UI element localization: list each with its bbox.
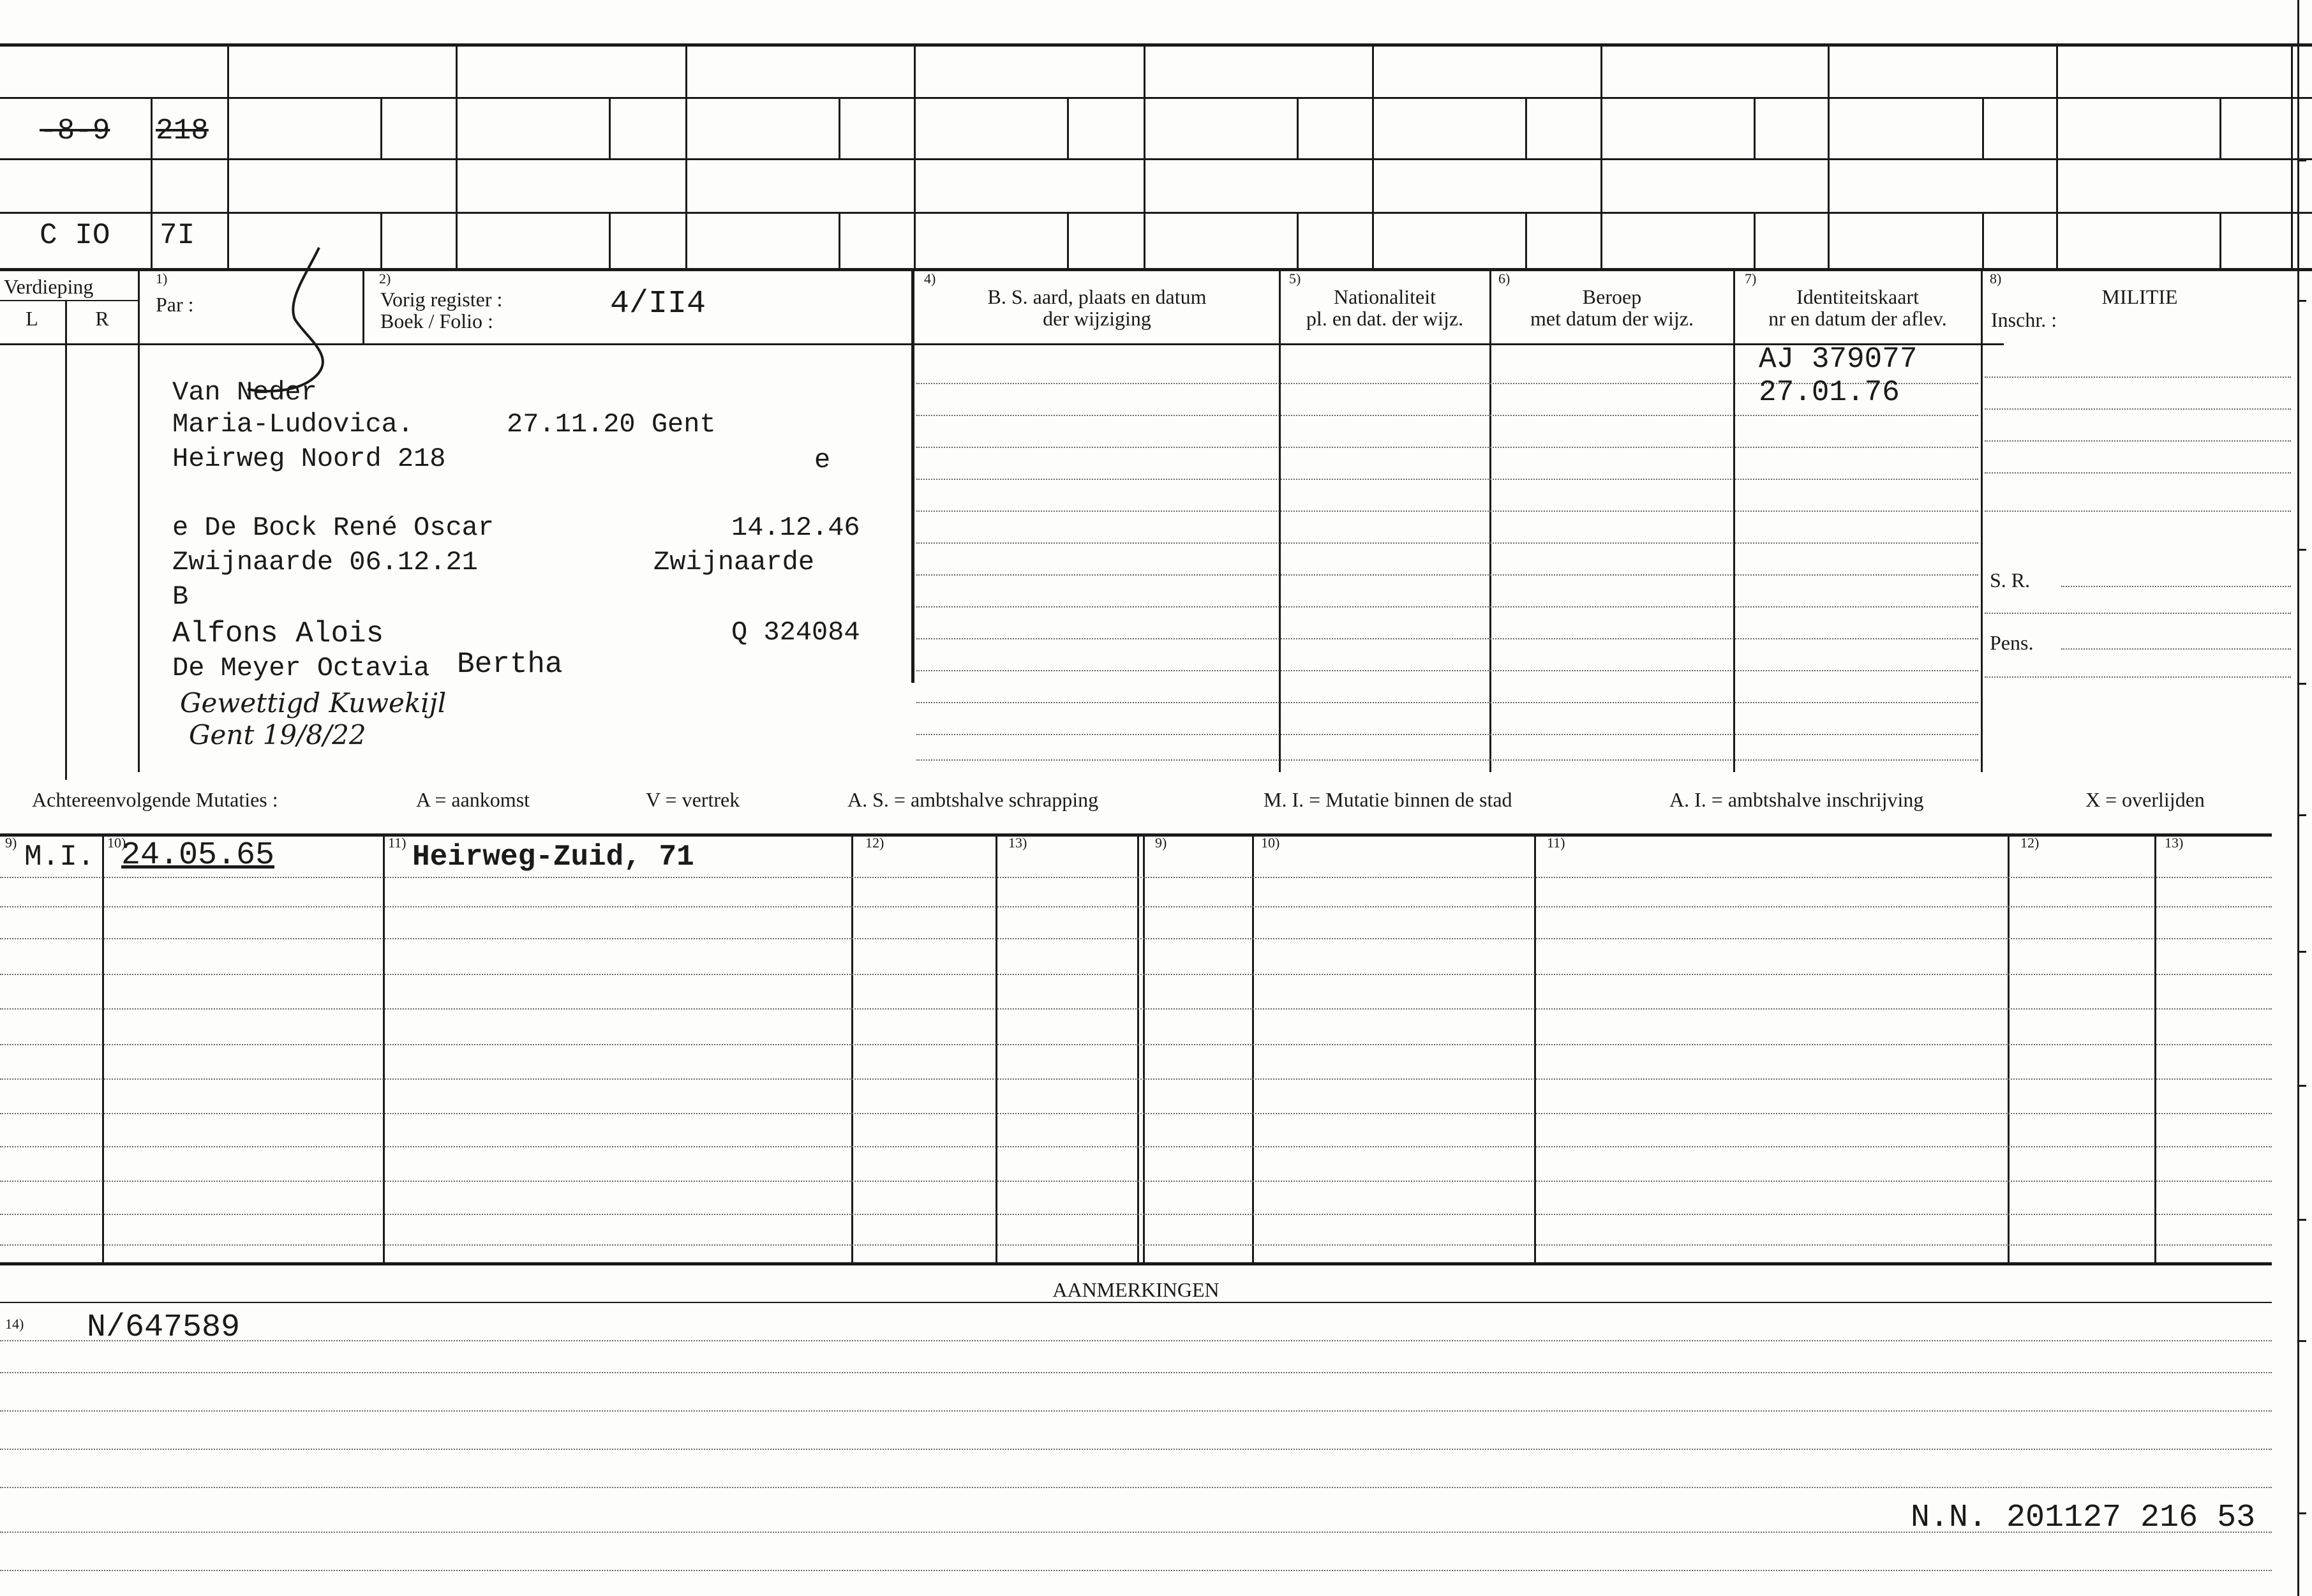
mutation-col bbox=[996, 833, 997, 1262]
form-line bbox=[916, 638, 1978, 639]
edge-tick bbox=[2297, 951, 2306, 953]
mutation-row-line bbox=[0, 1146, 2272, 1147]
edge-tick bbox=[2297, 814, 2306, 816]
beroep-label-1: Beroep bbox=[1582, 285, 1642, 308]
grid-line bbox=[609, 97, 611, 158]
militie-line bbox=[1985, 408, 2291, 410]
lr-divider bbox=[65, 300, 67, 780]
mutation-row-line bbox=[0, 877, 2272, 878]
militie-label: MILITIE bbox=[2101, 285, 2178, 308]
mutation-row-line bbox=[0, 1113, 2272, 1114]
form-line bbox=[916, 511, 1978, 512]
mutation-row-line bbox=[0, 1181, 2272, 1182]
form-line bbox=[916, 670, 1978, 671]
remarks-line bbox=[0, 1487, 2272, 1488]
grid-line bbox=[2056, 43, 2058, 269]
id-divider bbox=[1733, 268, 1735, 772]
militie-line bbox=[1985, 440, 2291, 442]
legend-as: A. S. = ambtshalve schrapping bbox=[847, 788, 1099, 811]
mut-col-12b: 12) bbox=[2020, 835, 2040, 851]
mutation-col bbox=[102, 833, 104, 1262]
legend-v: V = vertrek bbox=[646, 788, 740, 811]
mutation-row-line bbox=[0, 938, 2272, 939]
top-code-4: 7I bbox=[160, 219, 195, 252]
signature-line-2: Gent 19/8/22 bbox=[189, 719, 366, 750]
top-code-1: -8-9 bbox=[40, 114, 110, 147]
grid-line bbox=[1828, 43, 1830, 269]
par-divider bbox=[362, 268, 364, 343]
mutation-row-line bbox=[0, 1008, 2272, 1010]
mutation-col bbox=[383, 833, 385, 1262]
verdieping-divider bbox=[138, 268, 140, 772]
mutation-double-divider bbox=[1137, 833, 1145, 1262]
mutation-row-line bbox=[0, 1214, 2272, 1215]
edge-tick bbox=[2297, 683, 2306, 685]
id-card-number: AJ 379077 bbox=[1759, 343, 1918, 376]
mutation-row-line bbox=[0, 906, 2272, 907]
edge-tick bbox=[2297, 1085, 2306, 1087]
spouse-birth: Zwijnaarde 06.12.21 bbox=[172, 547, 478, 578]
sr-line bbox=[2061, 586, 2291, 587]
mut-col-11: 11) bbox=[388, 835, 406, 851]
remarks-line bbox=[0, 1449, 2272, 1450]
mut-col-13: 13) bbox=[1008, 835, 1027, 851]
form-line bbox=[916, 734, 1978, 735]
grid-line bbox=[1982, 212, 1984, 268]
edge-tick bbox=[2297, 300, 2306, 302]
mut-col-10b: 10) bbox=[1261, 835, 1280, 851]
remarks-line bbox=[0, 1372, 2272, 1373]
given-names: Maria-Ludovica. bbox=[172, 409, 414, 440]
mut-col-12: 12) bbox=[865, 835, 884, 851]
birth-date-place: 27.11.20 Gent bbox=[507, 409, 716, 440]
beroep-label-2: met datum der wijz. bbox=[1530, 307, 1694, 330]
grid-line bbox=[1754, 212, 1756, 268]
grid-line bbox=[1754, 97, 1756, 158]
pens-line bbox=[2061, 648, 2291, 650]
grid-line bbox=[380, 212, 382, 268]
b-mark: B bbox=[172, 581, 189, 612]
grid-line bbox=[1067, 212, 1069, 268]
grid-line bbox=[0, 158, 2312, 160]
remarks-line bbox=[0, 1340, 2272, 1341]
grid-line bbox=[2219, 97, 2221, 158]
beroep-divider bbox=[1489, 268, 1491, 772]
grid-line bbox=[1297, 212, 1299, 268]
legend-x: X = overlijden bbox=[2085, 788, 2205, 811]
edge-tick bbox=[2297, 1512, 2306, 1514]
mutation-row-line bbox=[0, 1044, 2272, 1045]
mutation-col bbox=[2008, 833, 2010, 1262]
grid-line bbox=[0, 97, 2312, 99]
mut-col-9: 9) bbox=[5, 835, 17, 851]
militie-line bbox=[1985, 676, 2291, 678]
mutation-col bbox=[1252, 833, 1254, 1262]
grid-line bbox=[1144, 43, 1145, 269]
sr-label: S. R. bbox=[1990, 569, 2031, 592]
form-line bbox=[916, 702, 1978, 703]
signature-line-1: Gewettigd Kuwekijl bbox=[180, 687, 447, 719]
grid-line bbox=[914, 43, 916, 269]
spouse: e De Bock René Oscar bbox=[172, 512, 495, 543]
father: Alfons Alois bbox=[172, 617, 384, 650]
pens-label: Pens. bbox=[1990, 631, 2034, 654]
bs-divider bbox=[911, 268, 914, 683]
militie-line bbox=[1985, 511, 2291, 512]
mutation-bottom bbox=[0, 1262, 2272, 1265]
grid-line bbox=[2291, 43, 2293, 269]
marriage-date: 14.12.46 bbox=[731, 512, 860, 543]
mutaties-title: Achtereenvolgende Mutaties : bbox=[32, 788, 278, 811]
inschr-label: Inschr. : bbox=[1991, 308, 2057, 331]
mutation-row-line bbox=[0, 974, 2272, 975]
mut-col-9b: 9) bbox=[1155, 835, 1167, 851]
spouse-place: Zwijnaarde bbox=[653, 547, 815, 578]
grid-line bbox=[1982, 97, 1984, 158]
mother-extra: Bertha bbox=[457, 648, 563, 681]
remarks-line bbox=[0, 1410, 2272, 1412]
col-num-6: 6) bbox=[1498, 271, 1510, 287]
mut-col-10: 10) bbox=[107, 835, 126, 851]
top-border bbox=[0, 43, 2312, 47]
mutation-col bbox=[851, 833, 853, 1262]
form-line bbox=[916, 759, 1978, 761]
form-line bbox=[916, 447, 1978, 448]
edge-tick bbox=[2297, 1219, 2306, 1221]
grid-line bbox=[1525, 212, 1527, 268]
surname: Van Neder bbox=[172, 377, 317, 408]
remarks-line bbox=[0, 1302, 2272, 1303]
header-border bbox=[0, 268, 2312, 271]
legend-a: A = aankomst bbox=[416, 788, 530, 811]
boek-folio-label: Boek / Folio : bbox=[380, 310, 493, 332]
right-edge bbox=[2297, 0, 2299, 1596]
q-number: Q 324084 bbox=[731, 617, 860, 648]
grid-line bbox=[151, 97, 153, 269]
legend-ai: A. I. = ambtshalve inschrijving bbox=[1669, 788, 1924, 811]
mutation-row-line bbox=[0, 1244, 2272, 1246]
address: Heirweg Noord 218 bbox=[172, 444, 446, 474]
bs-label-1: B. S. aard, plaats en datum bbox=[987, 285, 1207, 308]
mother: De Meyer Octavia bbox=[172, 653, 430, 683]
nat-label-1: Nationaliteit bbox=[1334, 285, 1436, 308]
militie-line bbox=[1985, 613, 2291, 614]
col-num-7: 7) bbox=[1745, 271, 1757, 287]
nat-divider bbox=[1279, 268, 1281, 772]
grid-line bbox=[839, 97, 840, 158]
bs-label-2: der wijziging bbox=[1043, 307, 1151, 330]
militie-line bbox=[1985, 472, 2291, 474]
mutation-col bbox=[1534, 833, 1536, 1262]
mutation-address: Heirweg-Zuid, 71 bbox=[412, 840, 694, 874]
l-label: L bbox=[26, 307, 38, 330]
grid-line bbox=[1372, 43, 1374, 269]
col-num-8: 8) bbox=[1990, 271, 2002, 287]
form-line bbox=[916, 574, 1978, 576]
mutation-row-line bbox=[0, 1078, 2272, 1080]
remarks-num: 14) bbox=[5, 1316, 24, 1332]
edge-tick bbox=[2297, 1340, 2306, 1342]
grid-line bbox=[685, 43, 687, 269]
grid-line bbox=[1600, 43, 1602, 269]
mutation-date: 24.05.65 bbox=[121, 837, 275, 874]
mutation-col bbox=[2154, 833, 2156, 1262]
mutation-top bbox=[0, 833, 2272, 837]
par-label: Par : bbox=[156, 293, 194, 316]
folio-value: 4/II4 bbox=[610, 286, 706, 322]
edge-tick bbox=[2297, 549, 2306, 551]
verdieping-line bbox=[0, 300, 138, 301]
pen-stroke-icon bbox=[242, 236, 345, 402]
form-line bbox=[916, 542, 1978, 544]
legend-mi: M. I. = Mutatie binnen de stad bbox=[1264, 788, 1512, 811]
r-label: R bbox=[95, 307, 109, 330]
grid-line bbox=[839, 212, 840, 268]
form-line bbox=[916, 415, 1978, 416]
aanmerkingen-title: AANMERKINGEN bbox=[1052, 1278, 1219, 1301]
grid-line bbox=[380, 97, 382, 158]
e-mark: e bbox=[814, 445, 831, 475]
nn-number: N.N. 201127 216 53 bbox=[1911, 1500, 2256, 1536]
col-num-5: 5) bbox=[1289, 271, 1301, 287]
grid-line bbox=[1525, 97, 1527, 158]
id-label-1: Identiteitskaart bbox=[1796, 285, 1919, 308]
mut-col-13b: 13) bbox=[2165, 835, 2184, 851]
edge-tick bbox=[2297, 160, 2306, 161]
grid-line bbox=[1297, 97, 1299, 158]
grid-line bbox=[0, 212, 2312, 214]
grid-line bbox=[2219, 212, 2221, 268]
top-code-2: 218 bbox=[156, 114, 209, 147]
mutation-type: M.I. bbox=[24, 840, 95, 874]
grid-line bbox=[1067, 97, 1069, 158]
militie-divider bbox=[1981, 268, 1983, 772]
grid-line bbox=[609, 212, 611, 268]
remarks-line bbox=[0, 1570, 2272, 1571]
mut-col-11b: 11) bbox=[1547, 835, 1565, 851]
militie-line bbox=[1985, 377, 2291, 378]
vorig-register-label: Vorig register : bbox=[380, 288, 503, 311]
col-num-1: 1) bbox=[156, 271, 168, 287]
grid-line bbox=[227, 43, 229, 269]
grid-line bbox=[456, 43, 458, 269]
form-line bbox=[916, 606, 1978, 608]
top-code-3: C IO bbox=[40, 219, 110, 252]
verdieping-label: Verdieping bbox=[4, 275, 94, 298]
col-num-2: 2) bbox=[379, 271, 391, 287]
id-card-date: 27.01.76 bbox=[1759, 376, 1900, 409]
col-num-4: 4) bbox=[924, 271, 936, 287]
remarks-number: N/647589 bbox=[87, 1309, 241, 1346]
id-label-2: nr en datum der aflev. bbox=[1768, 307, 1947, 330]
nat-label-2: pl. en dat. der wijz. bbox=[1306, 307, 1464, 330]
form-line bbox=[916, 479, 1978, 480]
